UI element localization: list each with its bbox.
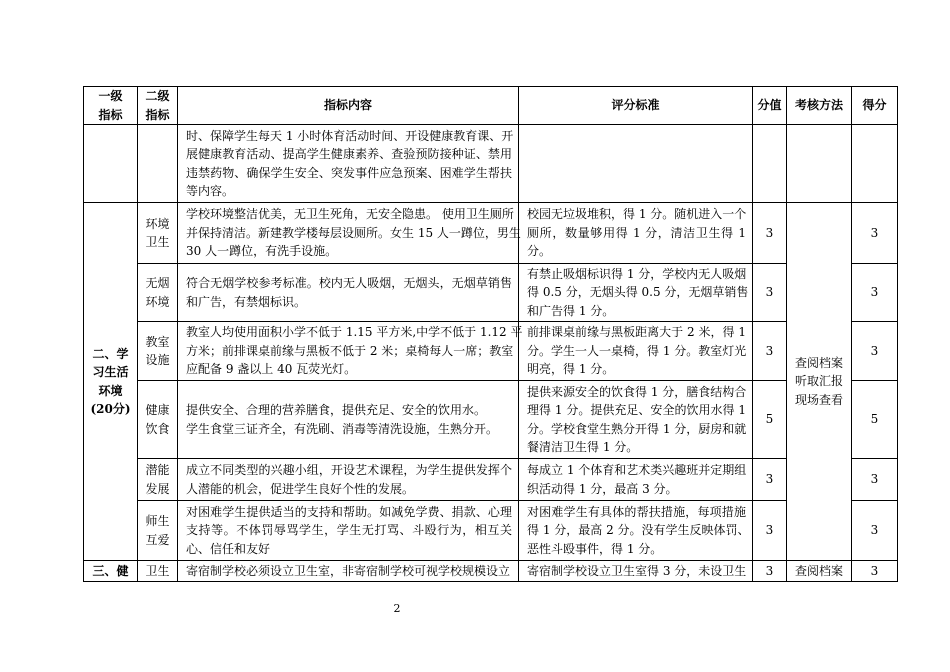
level2-indicator: 健康 饮食 [138, 381, 178, 459]
criteria-line: 有禁止吸烟标识得 1 分，学校内无人吸烟 [527, 266, 747, 281]
criteria-cell [519, 264, 753, 322]
content-line: 违禁药物、确保学生安全、突发事件应急预案、困难学生帮扶 [186, 165, 512, 180]
criteria-line: 厕所，数量够用得 1 分，清洁卫生得 1 [527, 225, 746, 240]
criteria-line: 明亮，得 1 分。 [527, 362, 615, 377]
level2-indicator: 潜能 发展 [138, 459, 178, 501]
level1-indicator-learning-environment: 二、学 习生活 环境 (20分) [84, 203, 138, 561]
criteria-line: 餐清洁卫生得 1 分。 [527, 440, 639, 454]
assessment-method: 查阅档案 [787, 561, 852, 582]
value-cell-empty [753, 125, 787, 203]
criteria-line: 寄宿制学校设立卫生室得 3 分，未设卫生 [527, 563, 747, 578]
method-cell-empty [787, 125, 852, 203]
score-value: 5 [753, 381, 787, 459]
page-number: 2 [393, 602, 401, 615]
criteria-cell [519, 203, 753, 264]
header-level2-indicator: 二级 指标 [138, 87, 178, 125]
content-line: 学生食堂三证齐全，有洗刷、消毒等清洗设施，生熟分开。 [186, 421, 499, 436]
content-cell [178, 501, 519, 561]
content-line: 提供安全、合理的营养膳食，提供充足、安全的饮用水。 [186, 403, 487, 417]
criteria-line: 和广告得 1 分。 [527, 303, 615, 318]
level2-indicator: 环境 卫生 [138, 203, 178, 264]
score: 3 [852, 203, 898, 264]
criteria-line: 前排课桌前缘与黑板距离大于 2 米，得 1 [527, 325, 746, 340]
assessment-method: 查阅档案 听取汇报 现场查看 [787, 203, 852, 561]
content-cell [178, 203, 519, 264]
evaluation-table [83, 86, 898, 582]
criteria-cell [519, 501, 753, 561]
content-line: 心、信任和友好 [186, 541, 271, 556]
content-line: 成立不同类型的兴趣小组，开设艺术课程，为学生提供发挥个 [186, 463, 512, 477]
header-scoring-criteria: 评分标准 [519, 87, 753, 125]
header-assessment-method: 考核方法 [787, 87, 852, 125]
criteria-line: 提供来源安全的饮食得 1 分，膳食结构合 [527, 384, 747, 399]
score-value: 3 [753, 322, 787, 381]
score-cell-empty [852, 125, 898, 203]
score-value: 3 [753, 459, 787, 501]
score-value: 3 [753, 561, 787, 582]
content-line: 30 人一蹲位，有洗手设施。 [186, 244, 338, 259]
score: 3 [852, 459, 898, 501]
header-row [84, 87, 898, 125]
table-row [84, 125, 898, 203]
level2-indicator: 师生 互爱 [138, 501, 178, 561]
table-row [84, 381, 898, 459]
table-row [84, 561, 898, 582]
content-cell [178, 125, 519, 203]
criteria-line: 织活动得 1 分，最高 3 分。 [527, 481, 678, 496]
table-row [84, 203, 898, 264]
content-line: 时、保障学生每天 1 小时体育活动时间、开设健康教育课、开 [186, 128, 514, 143]
header-level1-indicator: 一级 指标 [84, 87, 138, 125]
score: 3 [852, 561, 898, 582]
content-line: 等内容。 [186, 184, 235, 198]
content-line: 学校环境整洁优美，无卫生死角，无安全隐患。 使用卫生厕所 [186, 207, 514, 222]
content-line: 方米；前排课桌前缘与黑板不低于 2 米；桌椅每人一席；教室 [186, 343, 514, 358]
content-cell [178, 381, 519, 459]
criteria-cell [519, 322, 753, 381]
level1-indicator-health: 三、健 [84, 561, 138, 582]
criteria-line: 得 0.5 分，无烟头得 0.5 分，无烟草销售 [527, 285, 749, 300]
criteria-line: 每成立 1 个体育和艺术类兴趣班并定期组 [527, 463, 747, 477]
criteria-cell-empty [519, 125, 753, 203]
criteria-line: 分。学生一人一桌椅，得 1 分。教室灯光 [527, 343, 747, 358]
content-line: 并保持清洁。新建教学楼每层设厕所。女生 15 人一蹲位，男生 [186, 225, 521, 240]
criteria-line: 校园无垃圾堆积，得 1 分。随机进入一个 [527, 207, 747, 222]
table-row [84, 322, 898, 381]
content-line: 应配备 9 盏以上 40 瓦荧光灯。 [186, 362, 357, 377]
criteria-cell [519, 459, 753, 501]
score-value: 3 [753, 264, 787, 322]
content-line: 符合无烟学校参考标准。校内无人吸烟，无烟头，无烟草销售 [186, 276, 512, 290]
level2-indicator: 卫生 [138, 561, 178, 582]
criteria-cell [519, 561, 753, 582]
content-cell [178, 561, 519, 582]
content-line: 展健康教育活动、提高学生健康素养、查验预防接种证、禁用 [186, 147, 512, 161]
table-row [84, 501, 898, 561]
content-line: 对困难学生提供适当的支持和帮助。如减免学费、捐款、心理 [186, 504, 512, 519]
criteria-line: 恶性斗殴事件，得 1 分。 [527, 541, 663, 556]
criteria-line: 分。 [527, 244, 552, 259]
content-line: 支持等。不体罚辱骂学生，学生无打骂、斗殴行为，相互关 [186, 523, 512, 538]
score-value: 3 [753, 203, 787, 264]
table-row [84, 459, 898, 501]
content-line: 人潜能的机会，促进学生良好个性的发展。 [186, 481, 415, 496]
content-line: 教室人均使用面积小学不低于 1.15 平方米,中学不低于 1.12 平 [186, 325, 523, 340]
level2-indicator: 无烟 环境 [138, 264, 178, 322]
header-indicator-content: 指标内容 [178, 87, 519, 125]
criteria-line: 对困难学生有具体的帮扶措施，每项措施 [527, 504, 746, 519]
criteria-line: 得 1 分，最高 2 分。没有学生反映体罚、 [527, 523, 750, 538]
criteria-line: 分。学校食堂生熟分开得 1 分，厨房和就 [527, 421, 747, 436]
score: 3 [852, 501, 898, 561]
criteria-line: 理得 1 分。提供充足、安全的饮用水得 1 [527, 403, 746, 417]
level2-indicator: 教室 设施 [138, 322, 178, 381]
table-row [84, 264, 898, 322]
content-line: 和广告，有禁烟标识。 [186, 294, 307, 309]
score: 3 [852, 264, 898, 322]
score: 5 [852, 381, 898, 459]
criteria-cell [519, 381, 753, 459]
content-cell [178, 264, 519, 322]
score-value: 3 [753, 501, 787, 561]
level1-cell-empty [84, 125, 138, 203]
content-cell [178, 322, 523, 381]
header-score: 得分 [852, 87, 898, 125]
header-score-value: 分值 [753, 87, 787, 125]
content-cell [178, 459, 519, 501]
content-line: 寄宿制学校必须设立卫生室，非寄宿制学校可视学校规模设立 [186, 563, 511, 578]
level2-cell-empty [138, 125, 178, 203]
score: 3 [852, 322, 898, 381]
